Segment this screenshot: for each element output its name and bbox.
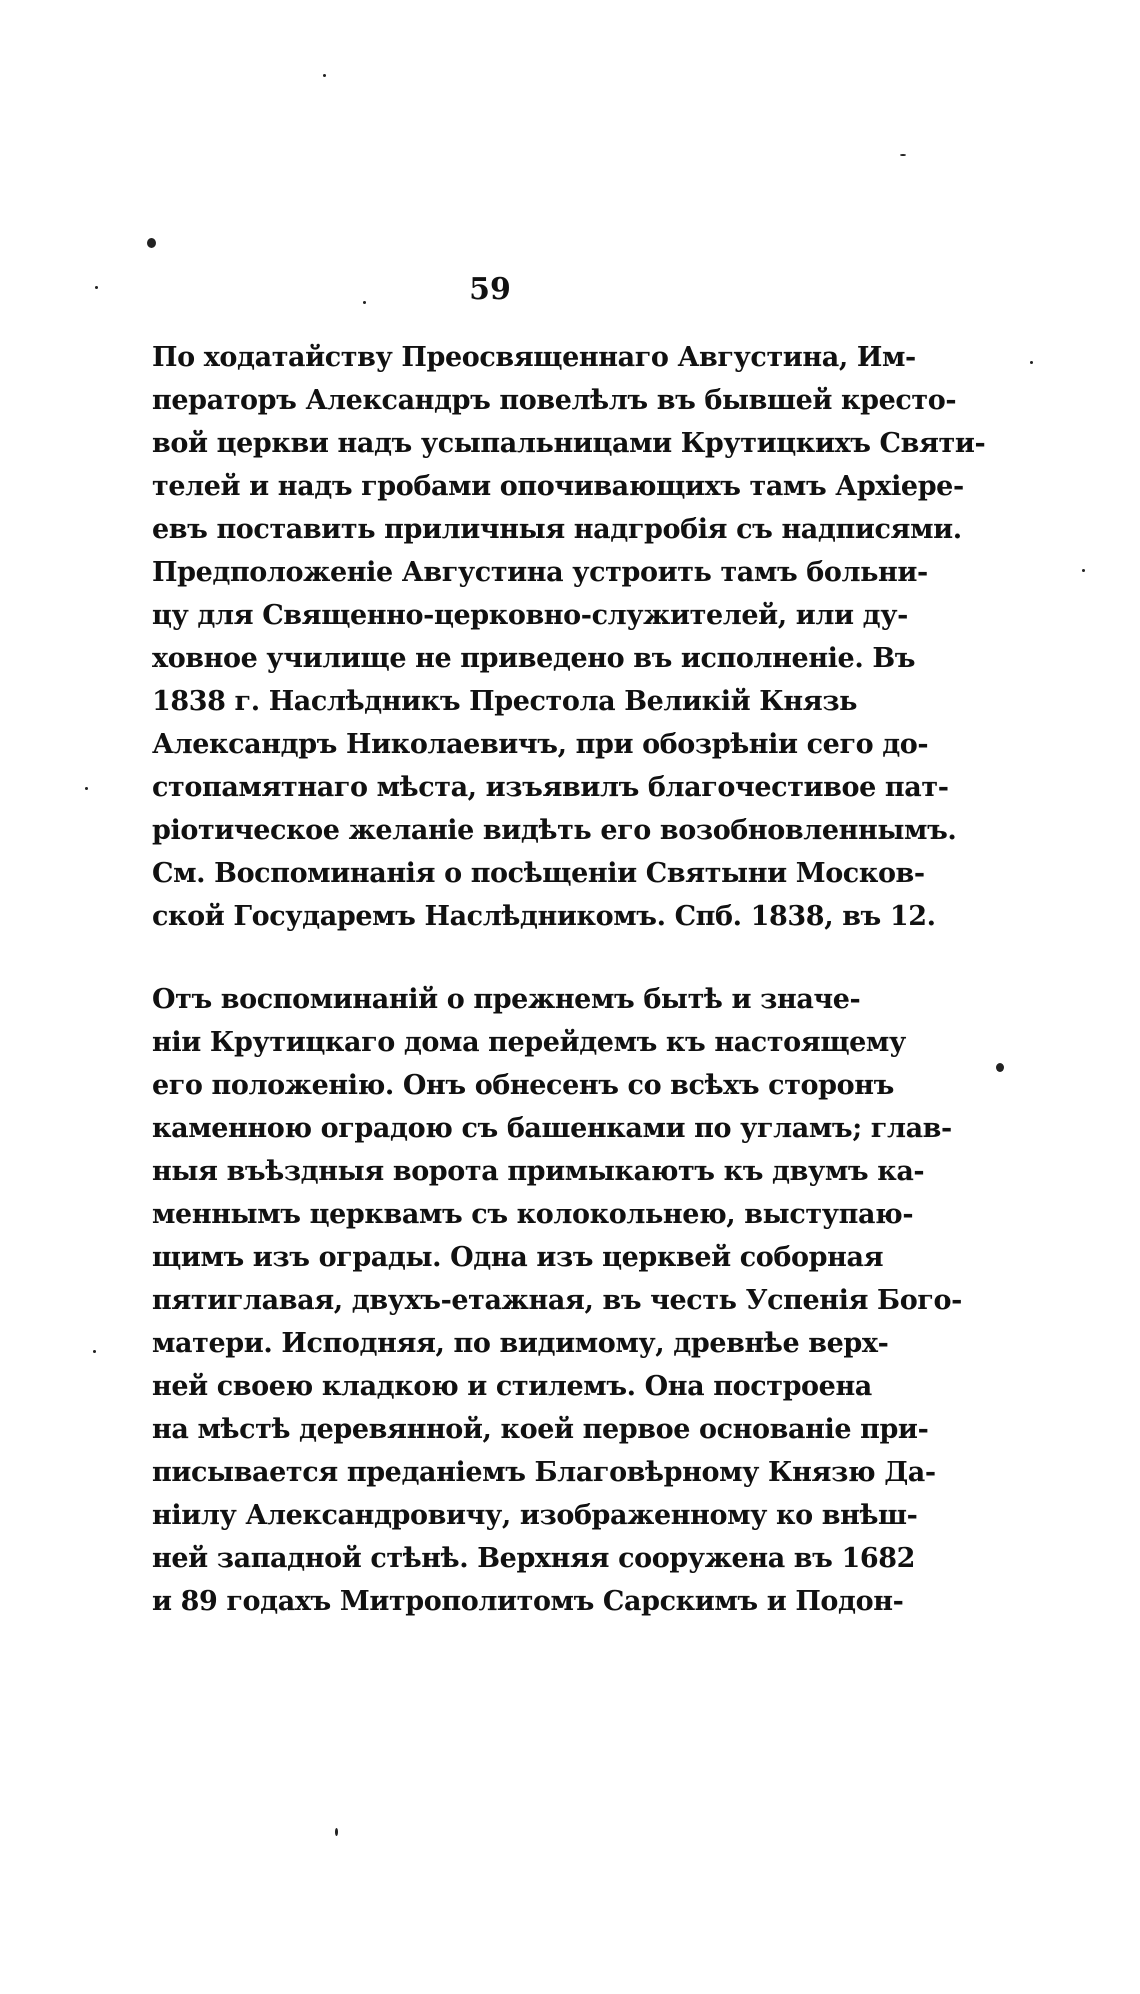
text-line: и 89 годахъ Митрополитомъ Сарскимъ и Подон-	[152, 1586, 904, 1617]
scan-speck	[363, 301, 366, 304]
text-line: пятиглавая, двухъ-етажная, въ честь Успенія Бого-	[152, 1285, 962, 1316]
text-line: ныя въѣздныя ворота примыкаютъ къ двумъ ка-	[152, 1156, 925, 1187]
text-line: каменною оградою съ башенками по угламъ; глав-	[152, 1113, 952, 1144]
text-line: ніи Крутицкаго дома перейдемъ къ настоящему	[152, 1027, 906, 1058]
text-line: цу для Священно-церковно-служителей, или ду-	[152, 600, 908, 631]
text-line: меннымъ церквамъ съ колокольнею, выступаю-	[152, 1199, 914, 1230]
text-line: телей и надъ гробами опочивающихъ тамъ Архіере-	[152, 471, 964, 502]
text-line: ховное училище не приведено въ исполненіе. Въ	[152, 643, 916, 674]
scan-speck	[85, 787, 88, 790]
text-line: Александръ Николаевичъ, при обозрѣніи сего до-	[152, 729, 929, 760]
text-line: писывается преданіемъ Благовѣрному Князю Да-	[152, 1457, 936, 1488]
text-line: Предположеніе Августина устроить тамъ больни-	[152, 557, 928, 588]
paragraph-footnote	[152, 336, 986, 938]
page-number: 59	[469, 272, 511, 307]
text-line: 1838 г. Наслѣдникъ Престола Великій Князь	[152, 686, 858, 717]
text-line: ніилу Александровичу, изображенному ко внѣш-	[152, 1500, 918, 1531]
paragraph-main	[152, 978, 962, 1623]
text-line: ней западной стѣнѣ. Верхняя сооружена въ 1682	[152, 1543, 916, 1574]
text-line: вой церкви надъ усыпальницами Крутицкихъ Святи-	[152, 428, 986, 459]
scan-speck	[93, 1350, 96, 1353]
scan-speck	[323, 74, 326, 77]
text-line: стопамятнаго мѣста, изъявилъ благочестивое пат-	[152, 772, 949, 803]
text-line: его положенію. Онъ обнесенъ со всѣхъ сторонъ	[152, 1070, 894, 1101]
scan-speck	[335, 1828, 338, 1836]
scan-speck	[147, 238, 156, 248]
scan-speck	[1030, 361, 1033, 364]
scan-speck	[900, 154, 906, 156]
scan-speck	[1082, 569, 1085, 572]
text-line: евъ поставить приличныя надгробія съ надписями.	[152, 514, 962, 545]
scan-speck	[95, 286, 98, 289]
scan-speck	[996, 1063, 1004, 1072]
text-line: По ходатайству Преосвященнаго Августина, Им-	[152, 342, 916, 373]
text-line: Отъ воспоминаній о прежнемъ бытѣ и значе-	[152, 984, 861, 1015]
text-line: ператоръ Александръ повелѣлъ въ бывшей кресто-	[152, 385, 957, 416]
text-line: ской Государемъ Наслѣдникомъ. Спб. 1838, въ 12.	[152, 901, 936, 932]
text-line: щимъ изъ ограды. Одна изъ церквей соборная	[152, 1242, 884, 1273]
text-line: матери. Исподняя, по видимому, древнѣе верх-	[152, 1328, 889, 1359]
text-line: См. Воспоминанія о посѣщеніи Святыни Москов-	[152, 858, 925, 889]
text-line: ней своею кладкою и стилемъ. Она построена	[152, 1371, 872, 1402]
text-line: ріотическое желаніе видѣть его возобновленнымъ.	[152, 815, 957, 846]
text-line: на мѣстѣ деревянной, коей первое основаніе при-	[152, 1414, 929, 1445]
